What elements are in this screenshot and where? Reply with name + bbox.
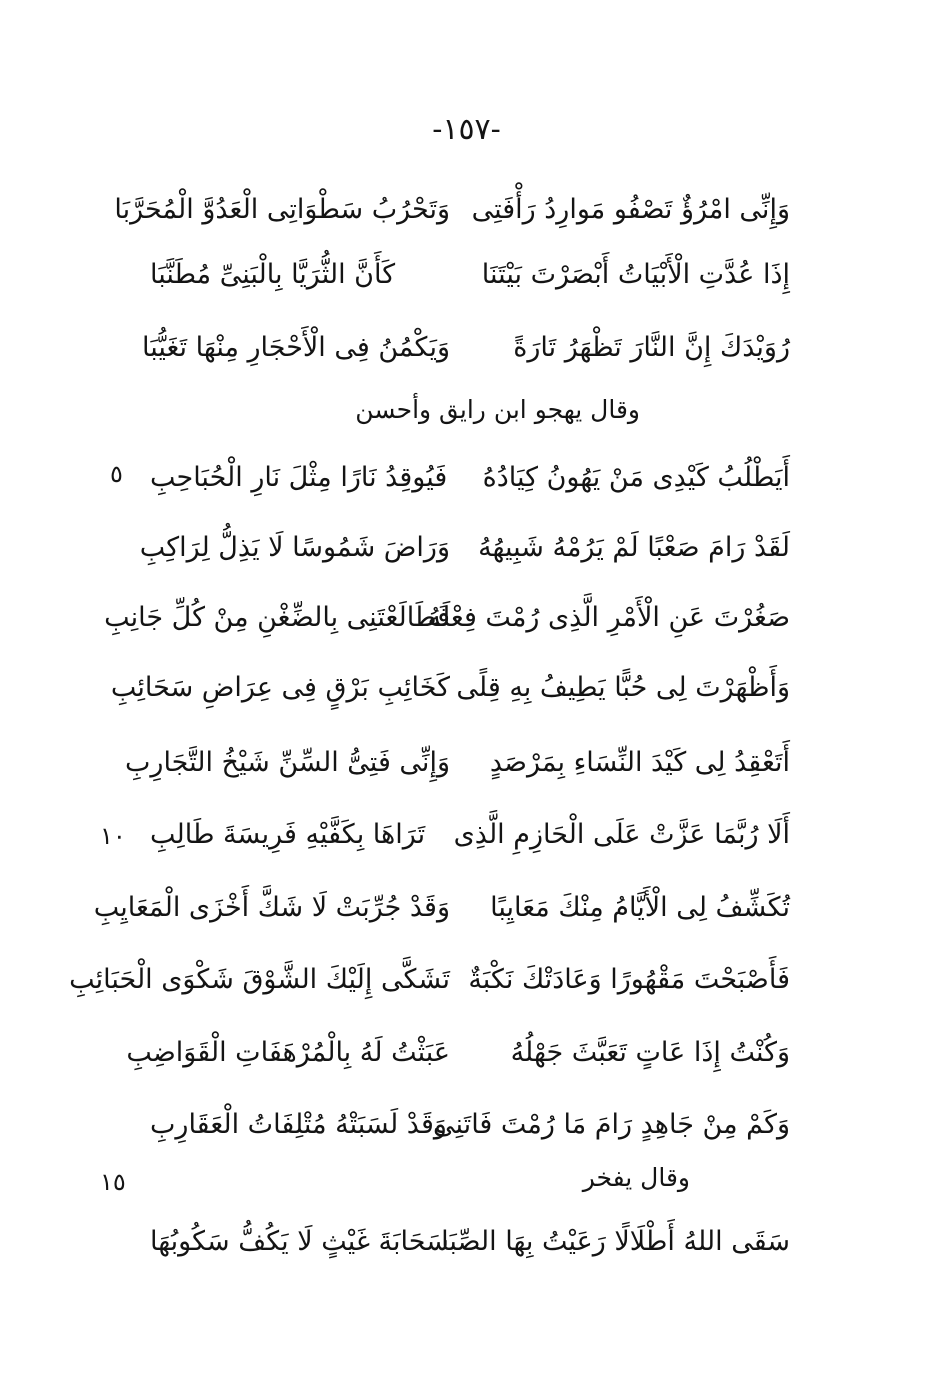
line-number-marker: ١٥ [100,1168,126,1196]
verse-line [150,805,790,865]
verse-line [150,448,790,508]
verse-second-hemistich: تَشَكَّى إِلَيْكَ الشَّوْقَ شَكْوَى الْحَبَائِبِ [69,964,450,996]
verse-second-hemistich: تَرَاهَا بِكَفَّيْهِ فَرِيسَةَ طَالِبِ [150,819,426,851]
verse-first-hemistich: فَأَصْبَحْتَ مَقْهُورًا وَعَادَتْكَ نَكْبَةٌ [468,964,790,996]
verse-line [110,658,790,718]
section-heading: وقال يفخر [582,1163,690,1192]
verse-second-hemistich: وَقَدْ لَسَبَتْهُ مُتْلِفَاتُ الْعَقَارِبِ [150,1109,447,1141]
line-number-marker: ٥ [110,460,123,488]
verse-line [104,588,790,648]
verse-first-hemistich: وَإِنِّى امْرُؤٌ تَصْفُو مَوارِدُ رَأْفَتِى [471,194,790,226]
verse-second-hemistich: وَإِنِّى فَتِىُّ السِّنِّ شَيْخُ التَّجَارِبِ [124,747,450,779]
verse-second-hemistich: فَيُوقِدُ نَارًا مِثْلَ نَارِ الْحُبَاحِبِ [150,462,448,494]
verse-first-hemistich: صَغُرْتَ عَنِ الْأَمْرِ الَّذِى رُمْتَ فِعْلَهُ [427,602,790,634]
verse-line [124,733,790,793]
verse-line [150,1212,790,1272]
verse-second-hemistich: وَيَكْمُنُ فِى الْأَحْجَارِ مِنْهَا تَغَيُّبَا [142,332,450,364]
verse-first-hemistich: وَأَظْهَرْتَ لِى حُبًّا يَطِيفُ بِهِ قِلًى [456,672,790,704]
verse-first-hemistich: تُكَشِّفُ لِى الْأَيَّامُ مِنْكَ مَعَايِبًا [490,892,790,924]
verse-line [114,180,790,240]
verse-line [139,518,790,578]
verse-first-hemistich: سَقَى اللهُ أَطْلَالًا رَعَيْتُ بِهَا الصِّبَا [441,1226,790,1258]
page-number: -١٥٧- [432,112,501,147]
verse-second-hemistich: فَطَالَعْتَنِى بِالضِّغْنِ مِنْ كُلِّ جَانِبِ [104,602,450,634]
verse-first-hemistich: أَتَعْقِدُ لِى كَيْدَ النِّسَاءِ بِمَرْصَدٍ [489,747,790,779]
verse-line [126,1023,790,1083]
verse-first-hemistich: رُوَيْدَكَ إِنَّ النَّارَ تَظْهَرُ تَارَةً [513,332,790,364]
verse-first-hemistich: أَلَا رُبَّمَا عَزَّتْ عَلَى الْحَازِمِ الَّذِى [453,819,790,851]
verse-second-hemistich: سَحَابَةَ غَيْثٍ لَا يَكُفُّ سَكُوبُهَا [150,1226,449,1258]
verse-second-hemistich: وَتَحْرُبُ سَطْوَاتِى الْعَدُوَّ الْمُحَرَّبَا [114,194,450,226]
section-heading: وقال يهجو ابن رايق وأحسن [355,395,640,424]
verse-second-hemistich: عَبَثْتُ لَهُ بِالْمُرْهَفَاتِ الْقَوَاضِبِ [126,1037,450,1069]
verse-line [69,950,790,1010]
verse-first-hemistich: وَكَمْ مِنْ جَاهِدٍ رَامَ مَا رُمْتَ فَاتَنِى [433,1109,790,1141]
verse-first-hemistich: وَكُنْتُ إِذَا عَاتٍ تَعَبَّثَ جَهْلُهُ [510,1037,790,1069]
verse-line [150,245,790,305]
verse-first-hemistich: أَيَطْلُبُ كَيْدِى مَنْ يَهُونُ كِيَادُهُ [482,462,790,494]
verse-second-hemistich: وَقَدْ جُرِّبَتْ لَا شَكَّ أَخْزَى الْمَعَايِبِ [93,892,450,924]
verse-line [150,1095,790,1155]
verse-second-hemistich: وَرَاضَ شَمُوسًا لَا يَذِلُّ لِرَاكِبِ [139,532,450,564]
verse-line [142,318,790,378]
verse-first-hemistich: لَقَدْ رَامَ صَعْبًا لَمْ يَرُمْهُ شَبِيهُهُ [478,532,790,564]
verse-line [93,878,790,938]
verse-second-hemistich: كَخَائِبِ بَرْقٍ فِى عِرَاضِ سَحَائِبِ [110,672,450,704]
line-number-marker: ١٠ [100,822,126,850]
verse-first-hemistich: إِذَا عُدَّتِ الْأَبْيَاتُ أَبْصَرْتَ بَيْتَنَا [481,259,790,291]
verse-second-hemistich: كَأَنَّ الثُّرَيَّا بِالْبَنِىِّ مُطَنَّبَا [150,259,396,291]
